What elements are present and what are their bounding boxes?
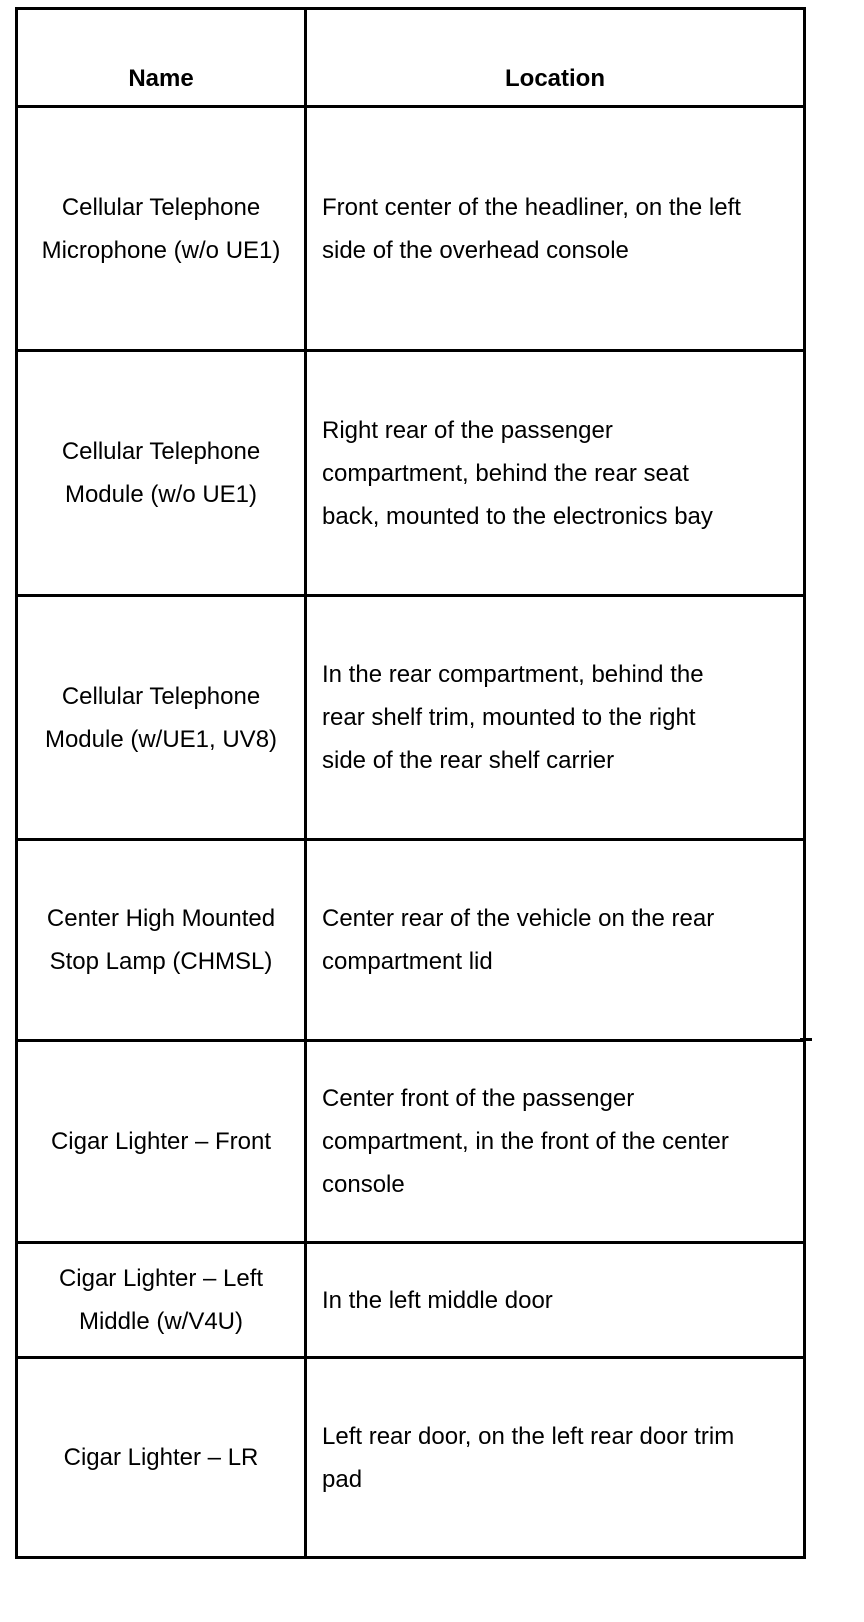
cell-location: Center front of the passenger compartment, in the front of the center console <box>306 1041 805 1243</box>
header-name: Name <box>17 9 306 107</box>
row-divider-tick <box>800 1038 812 1041</box>
table-row <box>17 1243 805 1358</box>
cell-name: Cigar Lighter – Left Middle (w/V4U) <box>17 1243 306 1358</box>
cell-location: Center rear of the vehicle on the rear compartment lid <box>306 840 805 1041</box>
cell-name: Cellular Telephone Module (w/UE1, UV8) <box>17 596 306 840</box>
table-row <box>17 596 805 840</box>
cell-name: Cellular Telephone Module (w/o UE1) <box>17 351 306 596</box>
cell-location: Left rear door, on the left rear door trim pad <box>306 1358 805 1558</box>
cell-location: In the left middle door <box>306 1243 805 1358</box>
header-location: Location <box>306 9 805 107</box>
component-location-table <box>15 7 806 1559</box>
cell-name: Center High Mounted Stop Lamp (CHMSL) <box>17 840 306 1041</box>
table-row <box>17 840 805 1041</box>
cell-location: Right rear of the passenger compartment, behind the rear seat back, mounted to the electronics bay <box>306 351 805 596</box>
cell-location: Front center of the headliner, on the left side of the overhead console <box>306 107 805 351</box>
header-row <box>17 9 805 107</box>
cell-name: Cellular Telephone Microphone (w/o UE1) <box>17 107 306 351</box>
cell-name: Cigar Lighter – Front <box>17 1041 306 1243</box>
table-row <box>17 1041 805 1243</box>
table-row <box>17 351 805 596</box>
cell-location: In the rear compartment, behind the rear shelf trim, mounted to the right side of the rear shelf carrier <box>306 596 805 840</box>
cell-name: Cigar Lighter – LR <box>17 1358 306 1558</box>
table-row <box>17 107 805 351</box>
table-row <box>17 1358 805 1558</box>
